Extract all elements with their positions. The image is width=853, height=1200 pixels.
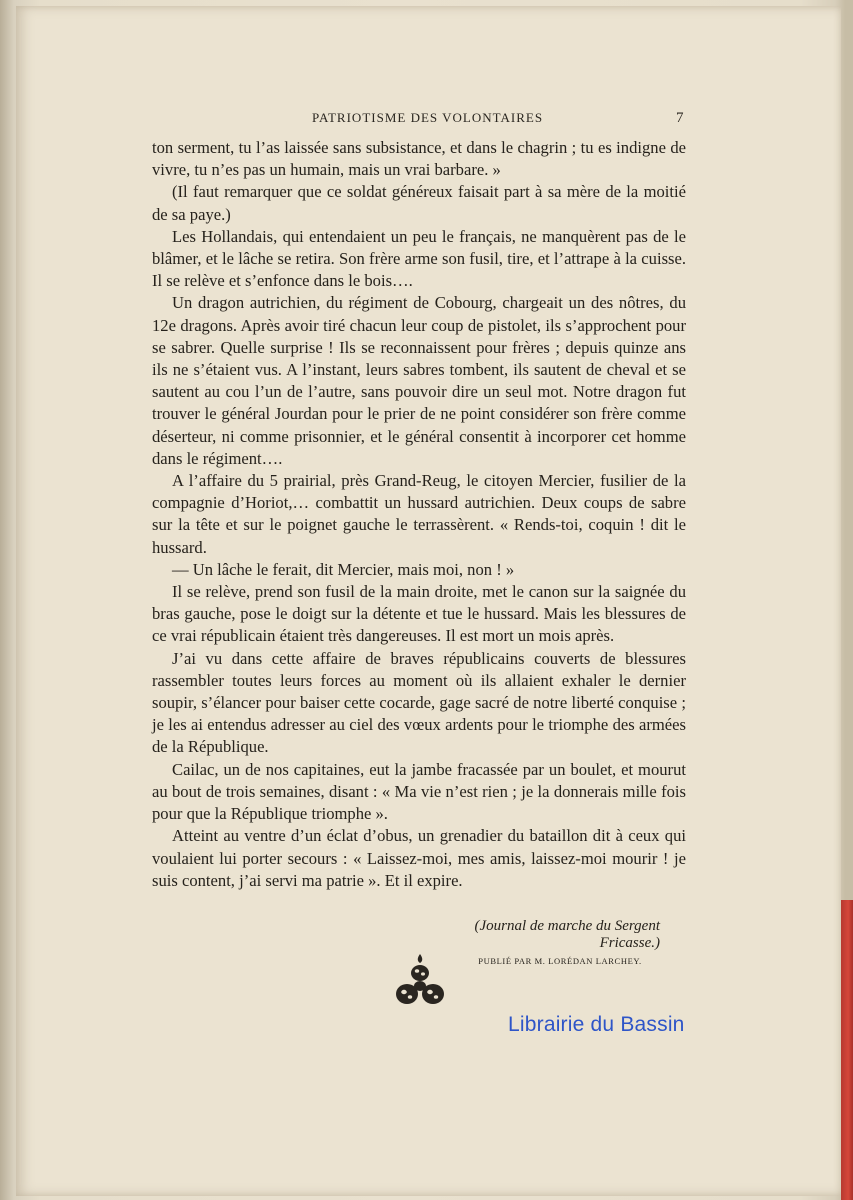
fleuron-ornament-icon (394, 952, 446, 1008)
book-edge (841, 900, 853, 1200)
paragraph: J’ai vu dans cette affaire de braves républicains couverts de blessures rassembler toutes leurs forces au moment où ils allaient exhaler le dernier soupir, s’élancer pour baiser cette cocarde, gage sacré de notre liberté conquise ; je les ai entendus adresser au ciel des vœux ardents pour le triomphe des armées de la République. (152, 648, 686, 757)
paragraph: Un dragon autrichien, du régiment de Cobourg, chargeait un des nôtres, du 12e dragons. Après avoir tiré chacun leur coup de pistolet, ils s’approchent pour se sabrer. Quelle surprise ! Ils se reconnaissent pour frères ; depuis quinze ans ils ne s’étaient vus. A l’instant, leurs sabres tombent, ils sautent de cheval et se sautent au cou l’un de l’autre, sans pouvoir dire un seul mot. Notre dragon fut trouver le général Jourdan pour le prier de ne point considérer son frère comme déserteur, ni comme prisonnier, et le général consentit à incorporer cet homme dans le régiment…. (152, 293, 686, 468)
paragraph: — Un lâche le ferait, dit Mercier, mais moi, non ! » (172, 559, 515, 579)
paragraph: A l’affaire du 5 prairial, près Grand-Reug, le citoyen Mercier, fusilier de la compagnie d’Horiot,… combattit un hussard autrichien. Deux coups de sabre sur la tête et sur le poignet gauche le terrassèrent. « Rends-toi, coquin ! dit le hussard. (152, 471, 686, 557)
source-citation (420, 918, 660, 966)
paragraph: ton serment, tu l’as laissée sans subsistance, et dans le chagrin ; tu es indigne de vivre, tu n’es pas un humain, mais un vrai barbare. » (152, 138, 686, 180)
paragraph: Les Hollandais, qui entendaient un peu le français, ne manquèrent pas de le blâmer, et le lâche se retira. Son frère arme son fusil, tire, et l’attrape à la cuisse. Il se relève et s’enfonce dans le bois…. (152, 226, 686, 291)
watermark-text: Librairie du Bassin (508, 1013, 685, 1036)
running-head (0, 110, 853, 130)
source-title: (Journal de marche du Sergent Fricasse.) (474, 918, 660, 951)
body-text (152, 137, 686, 892)
source-publisher: PUBLIÉ PAR M. LORÉDAN LARCHEY. (478, 956, 642, 966)
paragraph: Il se relève, prend son fusil de la main droite, met le canon sur la saignée du bras gauche, pose le doigt sur la détente et tue le hussard. Mais les blessures de ce vrai républicain étaient très dangereuses. Il est mort un mois après. (152, 582, 686, 646)
paragraph: Cailac, un de nos capitaines, eut la jambe fracassée par un boulet, et mourut au bout de trois semaines, disant : « Ma vie n’est rien ; je la donnerais mille fois pour que la République triomphe ». (152, 759, 686, 824)
paragraph: Atteint au ventre d’un éclat d’obus, un grenadier du bataillon dit à ceux qui voulaient lui porter secours : « Laissez-moi, mes amis, laissez-moi mourir ! je suis content, j’ai servi ma patrie ». Et il expire. (152, 826, 686, 890)
running-title: PATRIOTISME DES VOLONTAIRES (312, 110, 544, 125)
paragraph: (Il faut remarquer que ce soldat généreux faisait part à sa mère de la moitié de sa paye.) (152, 182, 686, 224)
page-number: 7 (676, 110, 685, 126)
